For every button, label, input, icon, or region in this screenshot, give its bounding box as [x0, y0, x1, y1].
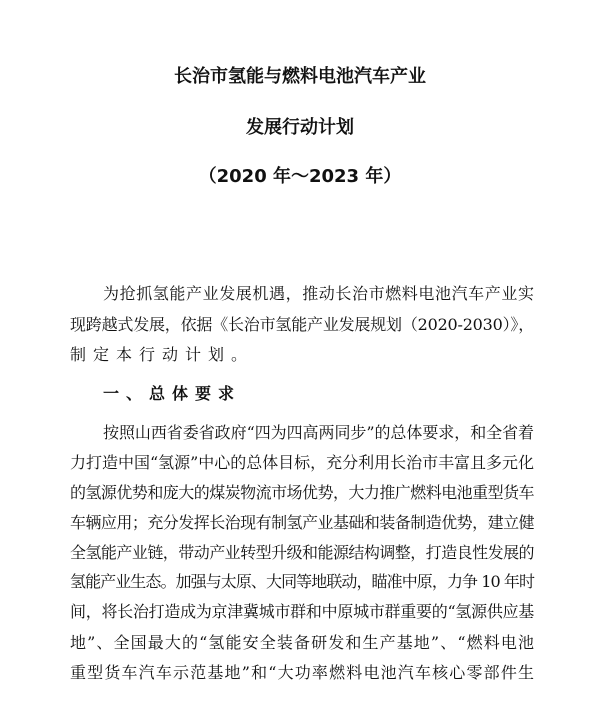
paragraph-line: 制定本行动计划。 — [70, 345, 255, 364]
paragraph-line: 车辆应用；充分发挥长治现有制氢产业基础和装备制造优势，建立健 — [70, 513, 534, 532]
section-heading: 一、总体要求 — [103, 384, 242, 403]
paragraph-line: 的氢源优势和庞大的煤炭物流市场优势，大力推广燃料电池重型货车 — [70, 483, 534, 502]
paragraph-line: 重型货车汽车示范基地”和“大功率燃料电池汽车核心零部件生 — [70, 663, 534, 682]
paragraph-line: 全氢能产业链，带动产业转型升级和能源结构调整，打造良性发展的 — [70, 543, 534, 562]
paragraph-line: 氢能产业生态。加强与太原、大同等地联动，瞄准中原，力争 10 年时 — [70, 572, 534, 591]
paragraph-line: 为抢抓氢能产业发展机遇，推动长治市燃料电池汽车产业实 — [103, 284, 534, 303]
paragraph-line: 力打造中国“氢源”中心的总体目标，充分利用长治市丰富且多元化 — [70, 453, 534, 472]
title-line-1: 长治市氢能与燃料电池汽车产业 — [174, 66, 426, 87]
paragraph-line: 地”、全国最大的“氢能安全装备研发和生产基地”、“燃料电池 — [70, 633, 534, 652]
title-date-range: （2020 年～2023 年） — [198, 166, 402, 187]
paragraph-line: 现跨越式发展，依据《长治市氢能产业发展规划（2020-2030）》， — [70, 315, 534, 334]
title-line-2: 发展行动计划 — [246, 117, 354, 138]
paragraph-line: 间，将长治打造成为京津冀城市群和中原城市群重要的“氢源供应基 — [70, 602, 534, 621]
paragraph-line: 按照山西省委省政府“四为四高两同步”的总体要求，和全省着 — [103, 423, 534, 442]
